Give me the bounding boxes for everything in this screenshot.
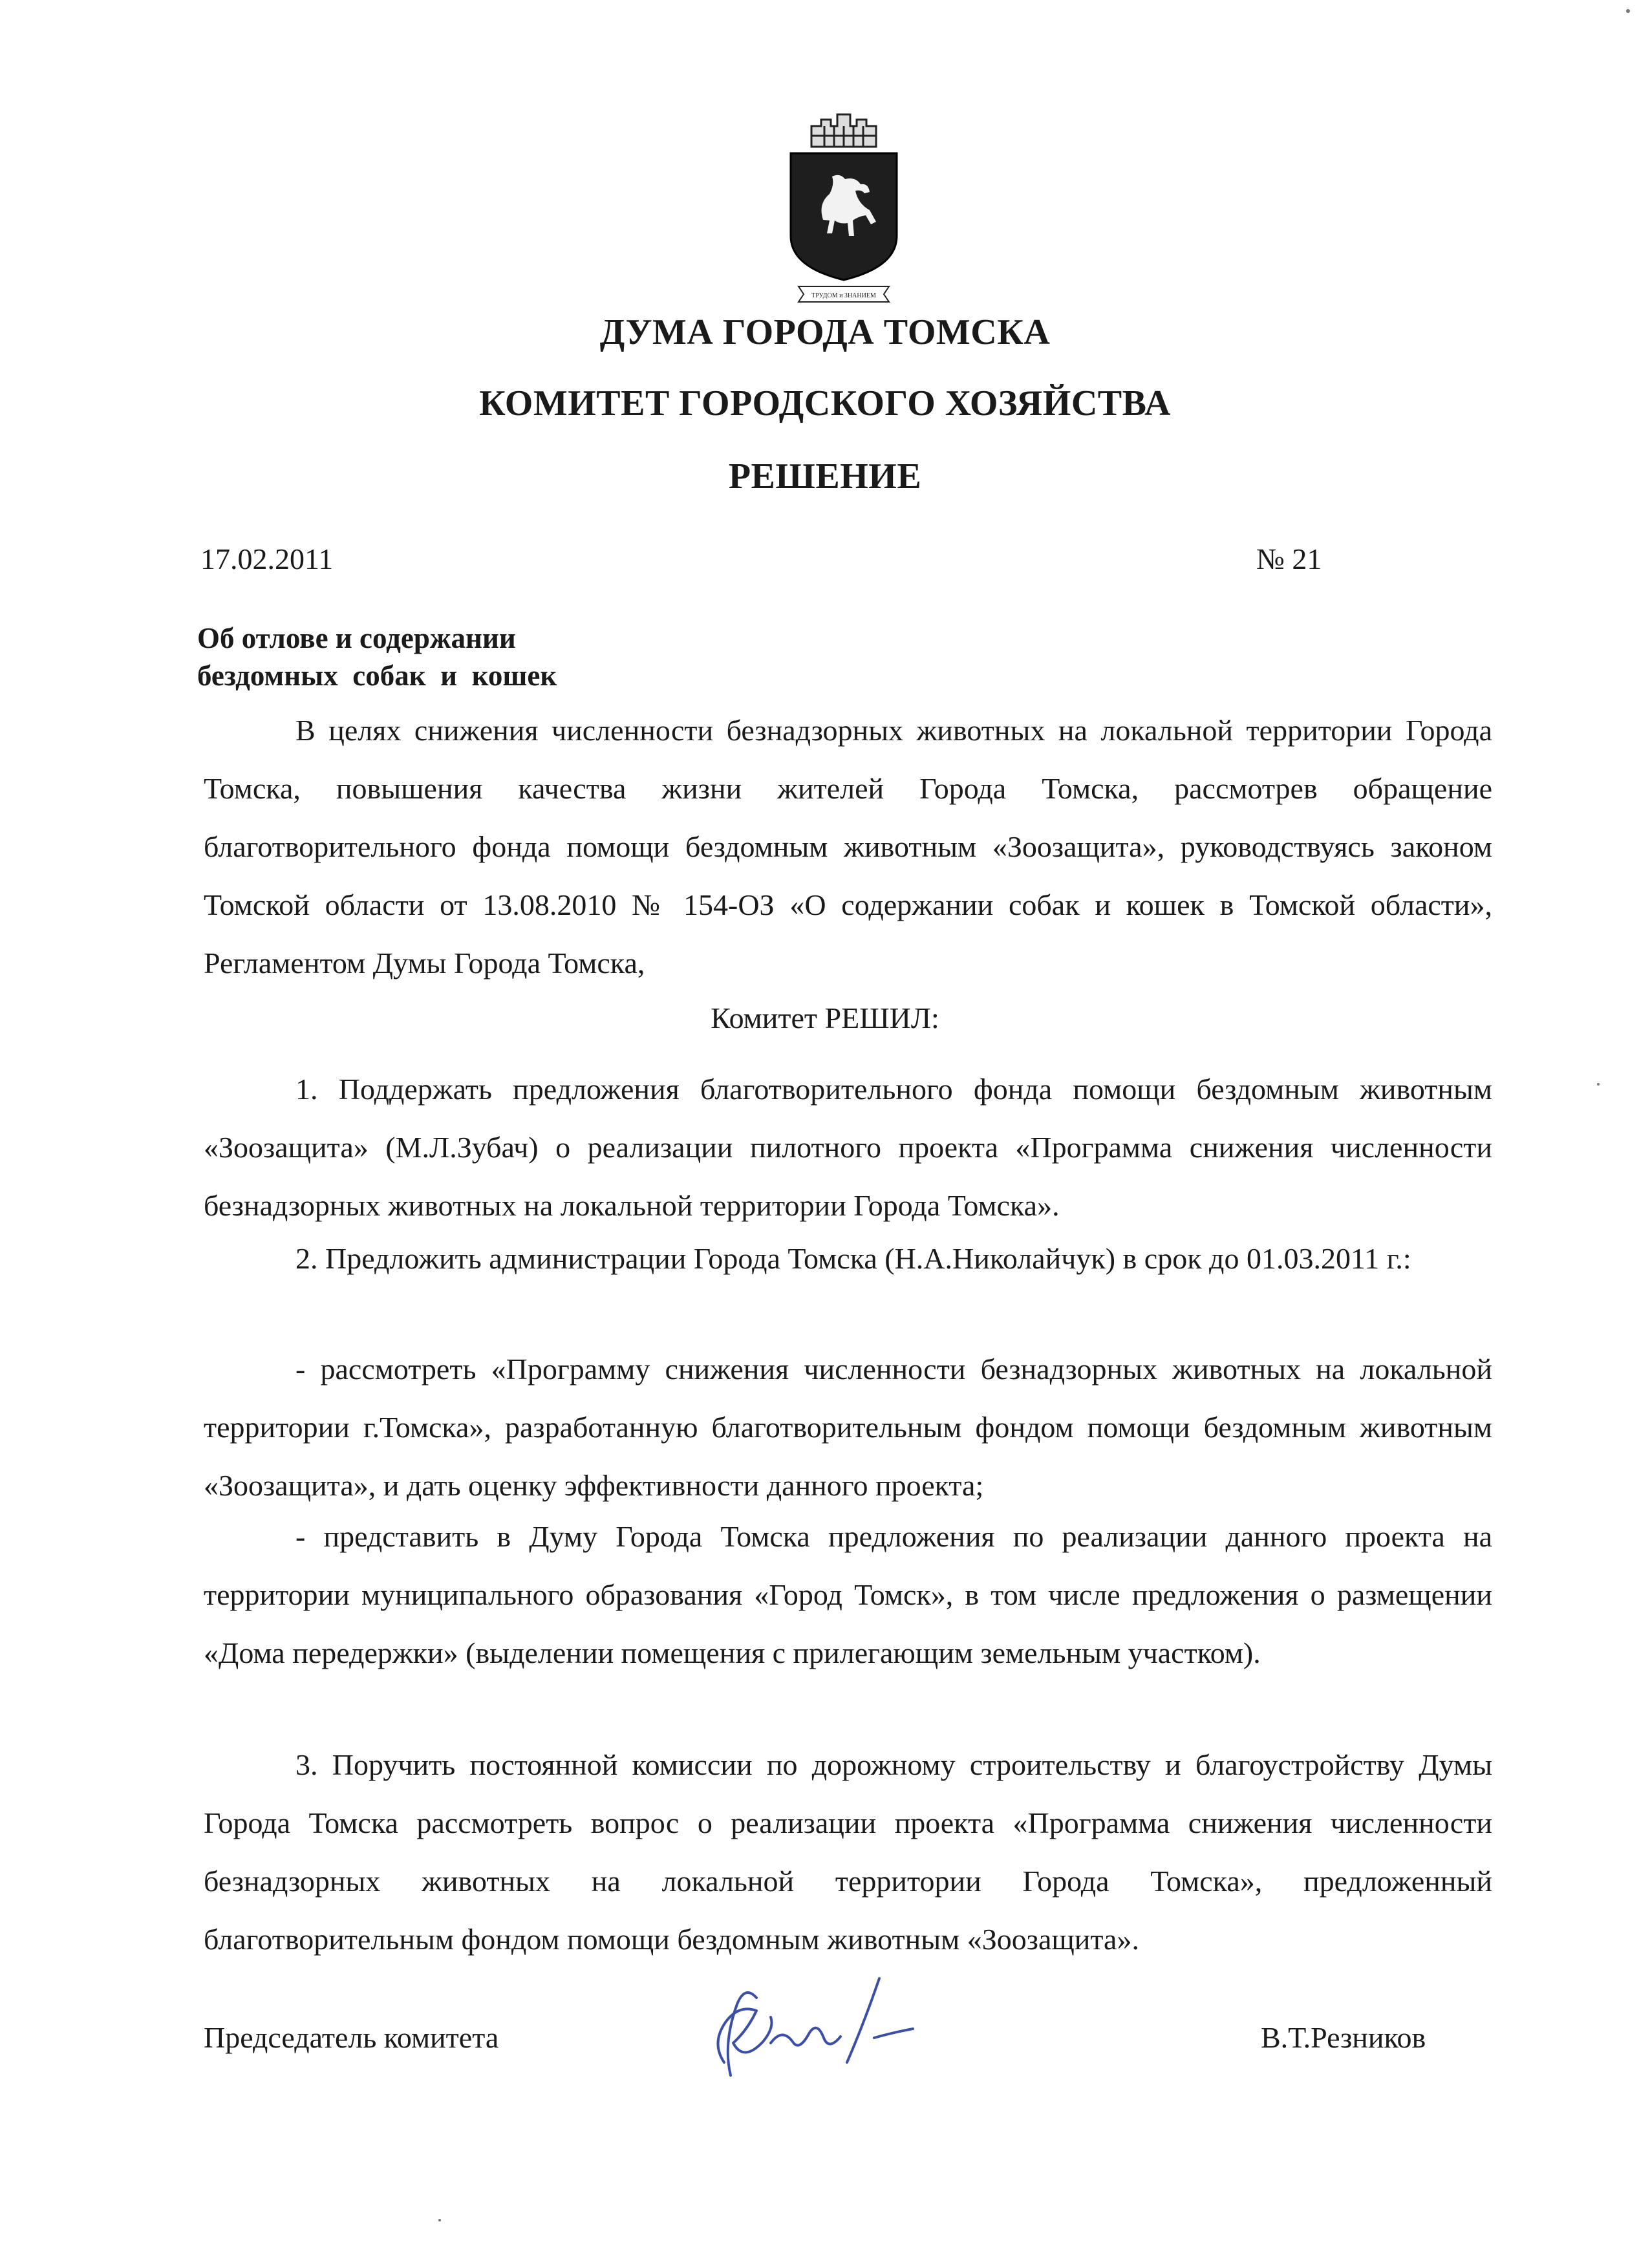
item-2b-paragraph: - представить в Думу Города Томска предложения по реализации данного проекта на территории муниципального образования «Город Томск», в том числе предложения о размещении «Дома передержки» (выделении помещения с прилегающим земельным участком).: [204, 1520, 1492, 1669]
document-date: 17.02.2011: [200, 542, 334, 575]
org-title: ДУМА ГОРОДА ТОМСКА: [599, 312, 1051, 352]
signatory-name: В.Т.Резников: [1261, 2021, 1426, 2054]
document-type: РЕШЕНИЕ: [728, 456, 922, 497]
handwritten-signature: [685, 1965, 970, 2088]
item-3-paragraph: 3. Поручить постоянной комиссии по дорожному строительству и благоустройству Думы Города Томска рассмотреть вопрос о реализации проекта «Программа снижения численности безнадзорных животных на локальной территории Города Томска», предложенный благотворительным фондом помощи бездомным животным «Зоозащита».: [204, 1748, 1492, 1956]
item-2-paragraph: 2. Предложить администрации Города Томска (Н.А.Николайчук) в срок до 01.03.2011 г.:: [295, 1242, 1411, 1275]
item-2a-paragraph: - рассмотреть «Программу снижения численности безнадзорных животных на локальной территории г.Томска», разработанную благотворительным фондом помощи бездомным животным «Зоозащита», и дать оценку эффективности данного проекта;: [204, 1353, 1492, 1502]
emblem-motto: ТРУДОМ и ЗНАНИЕМ: [811, 292, 876, 299]
scan-speck: [1597, 1083, 1600, 1086]
tomsk-coat-of-arms-icon: [773, 107, 915, 307]
scan-speck: [438, 2219, 441, 2221]
document-number: № 21: [1256, 542, 1322, 575]
item-1-paragraph: 1. Поддержать предложения благотворительного фонда помощи бездомным животным «Зоозащита» (М.Л.Зубач) о реализации пилотного проекта «Программа снижения численности безнадзорных животных на локальной территории Города Томска».: [204, 1073, 1492, 1222]
document-subject: [197, 619, 557, 694]
resolved-heading: Комитет РЕШИЛ:: [711, 1001, 939, 1034]
preamble-paragraph: В целях снижения численности безнадзорных животных на локальной территории Города Томска, повышения качества жизни жителей Города Томска, рассмотрев обращение благотворительного фонда помощи бездомным животным «Зоозащита», руководствуясь законом Томской области от 13.08.2010 № 154-ОЗ «О содержании собак и кошек в Томской области», Регламентом Думы Города Томска,: [204, 714, 1492, 979]
committee-title: КОМИТЕТ ГОРОДСКОГО ХОЗЯЙСТВА: [479, 383, 1171, 423]
signatory-title: Председатель комитета: [204, 2021, 499, 2054]
subject-line-1: Об отлове и содержании: [197, 622, 516, 654]
scan-speck: [1626, 9, 1630, 13]
subject-line-2: бездомных собак и кошек: [197, 659, 557, 692]
